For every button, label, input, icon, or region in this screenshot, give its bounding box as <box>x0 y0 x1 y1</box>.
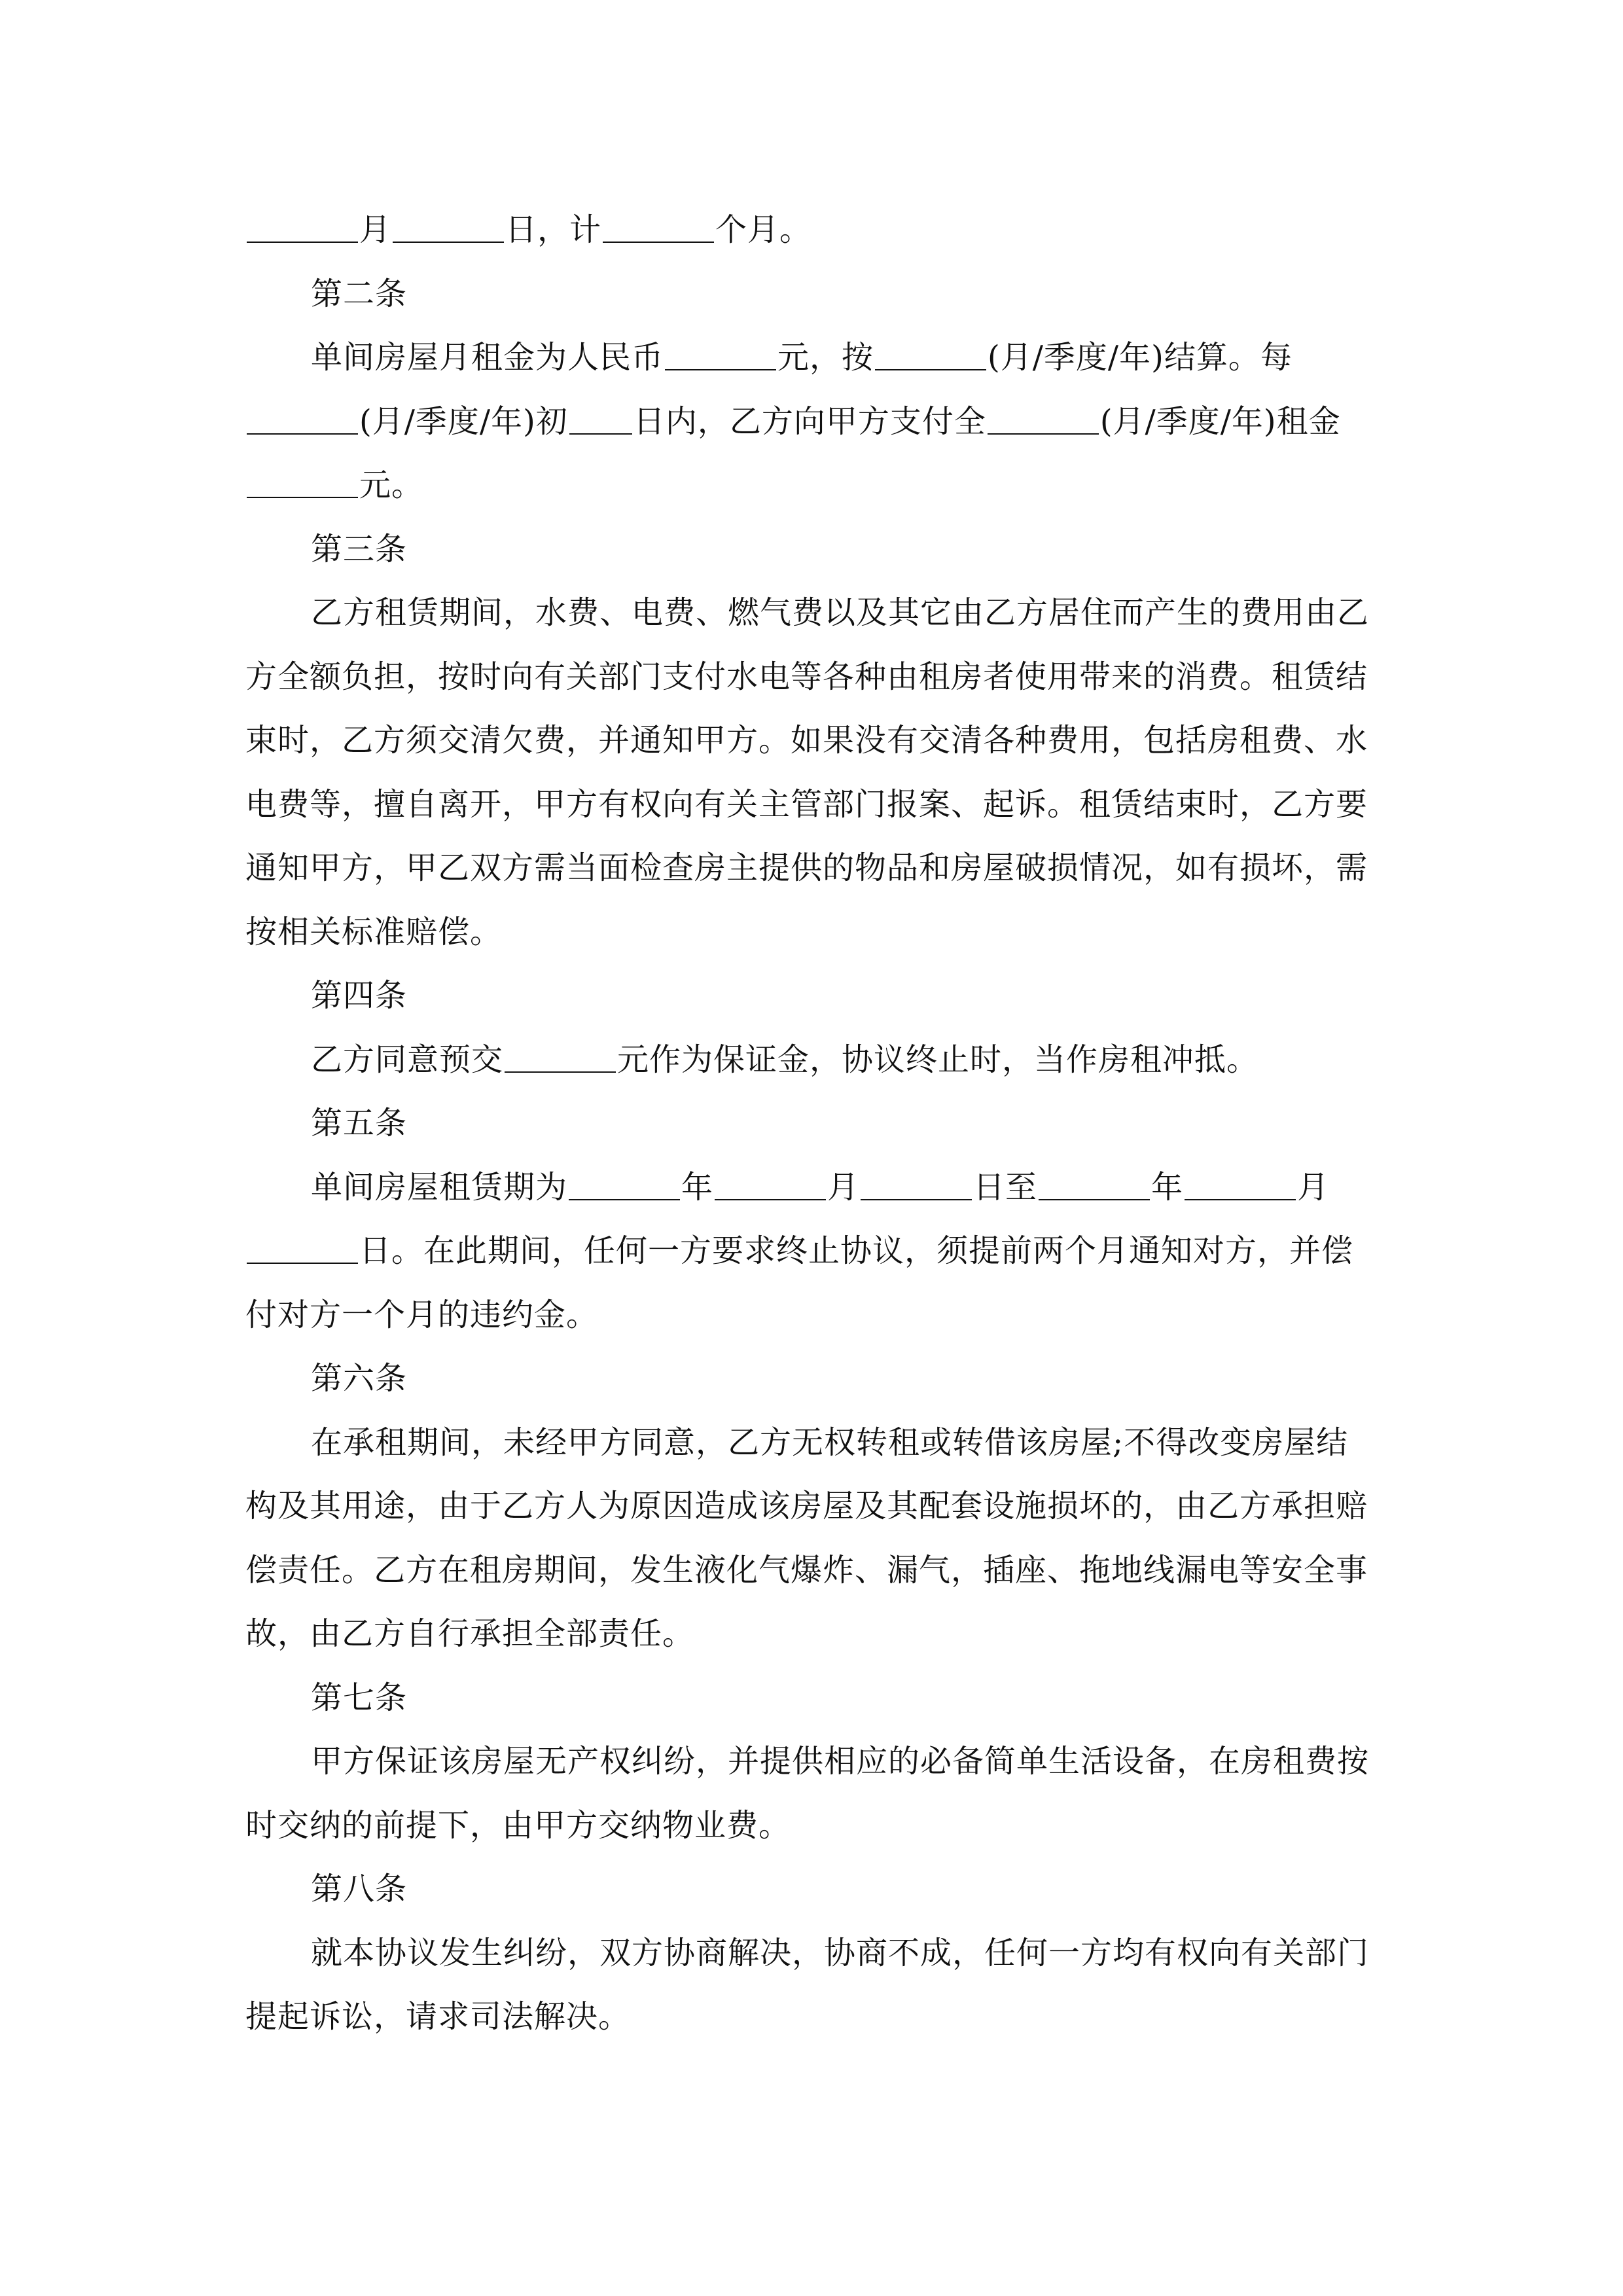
blank-field[interactable] <box>603 205 714 243</box>
article4-heading: 第四条 <box>311 977 408 1014</box>
blank-field[interactable] <box>247 1226 358 1264</box>
article7-line: 时交纳的前提下，由甲方交纳物业费。 <box>245 1807 791 1844</box>
article6-line: 构及其用途，由于乙方人为原因造成该房屋及其配套设施损坏的，由乙方承担赔 <box>245 1488 1368 1524</box>
article7-heading: 第七条 <box>311 1679 408 1716</box>
text-segment: 日内，乙方向甲方支付全 <box>633 403 986 440</box>
article2-line2 <box>245 389 1384 454</box>
text-segment: 元，按 <box>777 339 874 376</box>
blank-field[interactable] <box>988 397 1099 435</box>
article5-heading: 第五条 <box>311 1105 408 1141</box>
article2-line1 <box>311 325 1384 389</box>
article8-line: 提起诉讼，请求司法解决。 <box>245 1998 631 2035</box>
text-segment: (月/季度/年)结算。每 <box>988 339 1293 376</box>
article3-line: 电费等，擅自离开，甲方有权向有关主管部门报案、起诉。租赁结束时，乙方要 <box>245 786 1368 823</box>
article3-line: 按相关标准赔偿。 <box>245 914 503 950</box>
article8-heading: 第八条 <box>311 1871 408 1907</box>
text-segment: (月/季度/年)租金 <box>1099 403 1341 440</box>
blank-field[interactable] <box>505 1035 616 1073</box>
blank-field[interactable] <box>861 1162 972 1200</box>
blank-field[interactable] <box>247 460 358 498</box>
article3-line: 通知甲方，甲乙双方需当面检查房主提供的物品和房屋破损情况，如有损坏，需 <box>245 850 1368 886</box>
article8-line: 就本协议发生纠纷，双方协商解决，协商不成，任何一方均有权向有关部门 <box>311 1935 1370 1971</box>
article5-line2 <box>245 1219 1384 1283</box>
text-segment: 个月。 <box>715 211 812 248</box>
blank-field[interactable] <box>247 397 358 435</box>
text-segment: 年 <box>1151 1169 1184 1206</box>
text-segment: 日至 <box>973 1169 1038 1206</box>
text-segment: 年 <box>681 1169 714 1206</box>
text-segment: 单间房屋租赁期为 <box>311 1169 568 1206</box>
text-segment: 元作为保证金，协议终止时，当作房租冲抵。 <box>617 1041 1259 1078</box>
article5-line1 <box>311 1155 1384 1219</box>
article3-line: 方全额负担，按时向有关部门支付水电等各种由租房者使用带来的消费。租赁结 <box>245 658 1368 695</box>
blank-field[interactable] <box>1185 1162 1296 1200</box>
article3-line: 乙方租赁期间，水费、电费、燃气费以及其它由乙方居住而产生的费用由乙 <box>311 594 1370 631</box>
article2-line3 <box>245 453 1384 517</box>
blank-field[interactable] <box>569 397 632 435</box>
text-segment: (月/季度/年)初 <box>359 403 568 440</box>
article6-line: 偿责任。乙方在租房期间，发生液化气爆炸、漏气，插座、拖地线漏电等安全事 <box>245 1552 1368 1588</box>
text-segment: 单间房屋月租金为人民币 <box>311 339 664 376</box>
article6-line: 故，由乙方自行承担全部责任。 <box>245 1615 695 1652</box>
blank-field[interactable] <box>875 332 986 370</box>
article5-line3: 付对方一个月的违约金。 <box>245 1297 599 1333</box>
blank-field[interactable] <box>393 205 504 243</box>
blank-field[interactable] <box>715 1162 826 1200</box>
article1-tail-line <box>245 198 1384 262</box>
article7-line: 甲方保证该房屋无产权纠纷，并提供相应的必备简单生活设备，在房租费按 <box>311 1743 1370 1780</box>
article4-line <box>311 1028 1384 1092</box>
article6-heading: 第六条 <box>311 1360 408 1397</box>
text-segment: 月 <box>359 211 392 248</box>
blank-field[interactable] <box>665 332 776 370</box>
text-segment: 月 <box>827 1169 860 1206</box>
text-segment: 元。 <box>359 467 424 503</box>
article2-heading: 第二条 <box>311 276 408 312</box>
blank-field[interactable] <box>569 1162 680 1200</box>
article6-line: 在承租期间，未经甲方同意，乙方无权转租或转借该房屋;不得改变房屋结 <box>311 1424 1349 1461</box>
text-segment: 月 <box>1297 1169 1330 1206</box>
article3-line: 束时，乙方须交清欠费，并通知甲方。如果没有交清各种费用，包括房租费、水 <box>245 722 1368 759</box>
blank-field[interactable] <box>247 205 358 243</box>
text-segment: 日。在此期间，任何一方要求终止协议，须提前两个月通知对方，并偿 <box>359 1232 1354 1269</box>
text-segment: 乙方同意预交 <box>311 1041 504 1078</box>
text-segment: 日，计 <box>505 211 602 248</box>
blank-field[interactable] <box>1039 1162 1150 1200</box>
article3-heading: 第三条 <box>311 531 408 567</box>
